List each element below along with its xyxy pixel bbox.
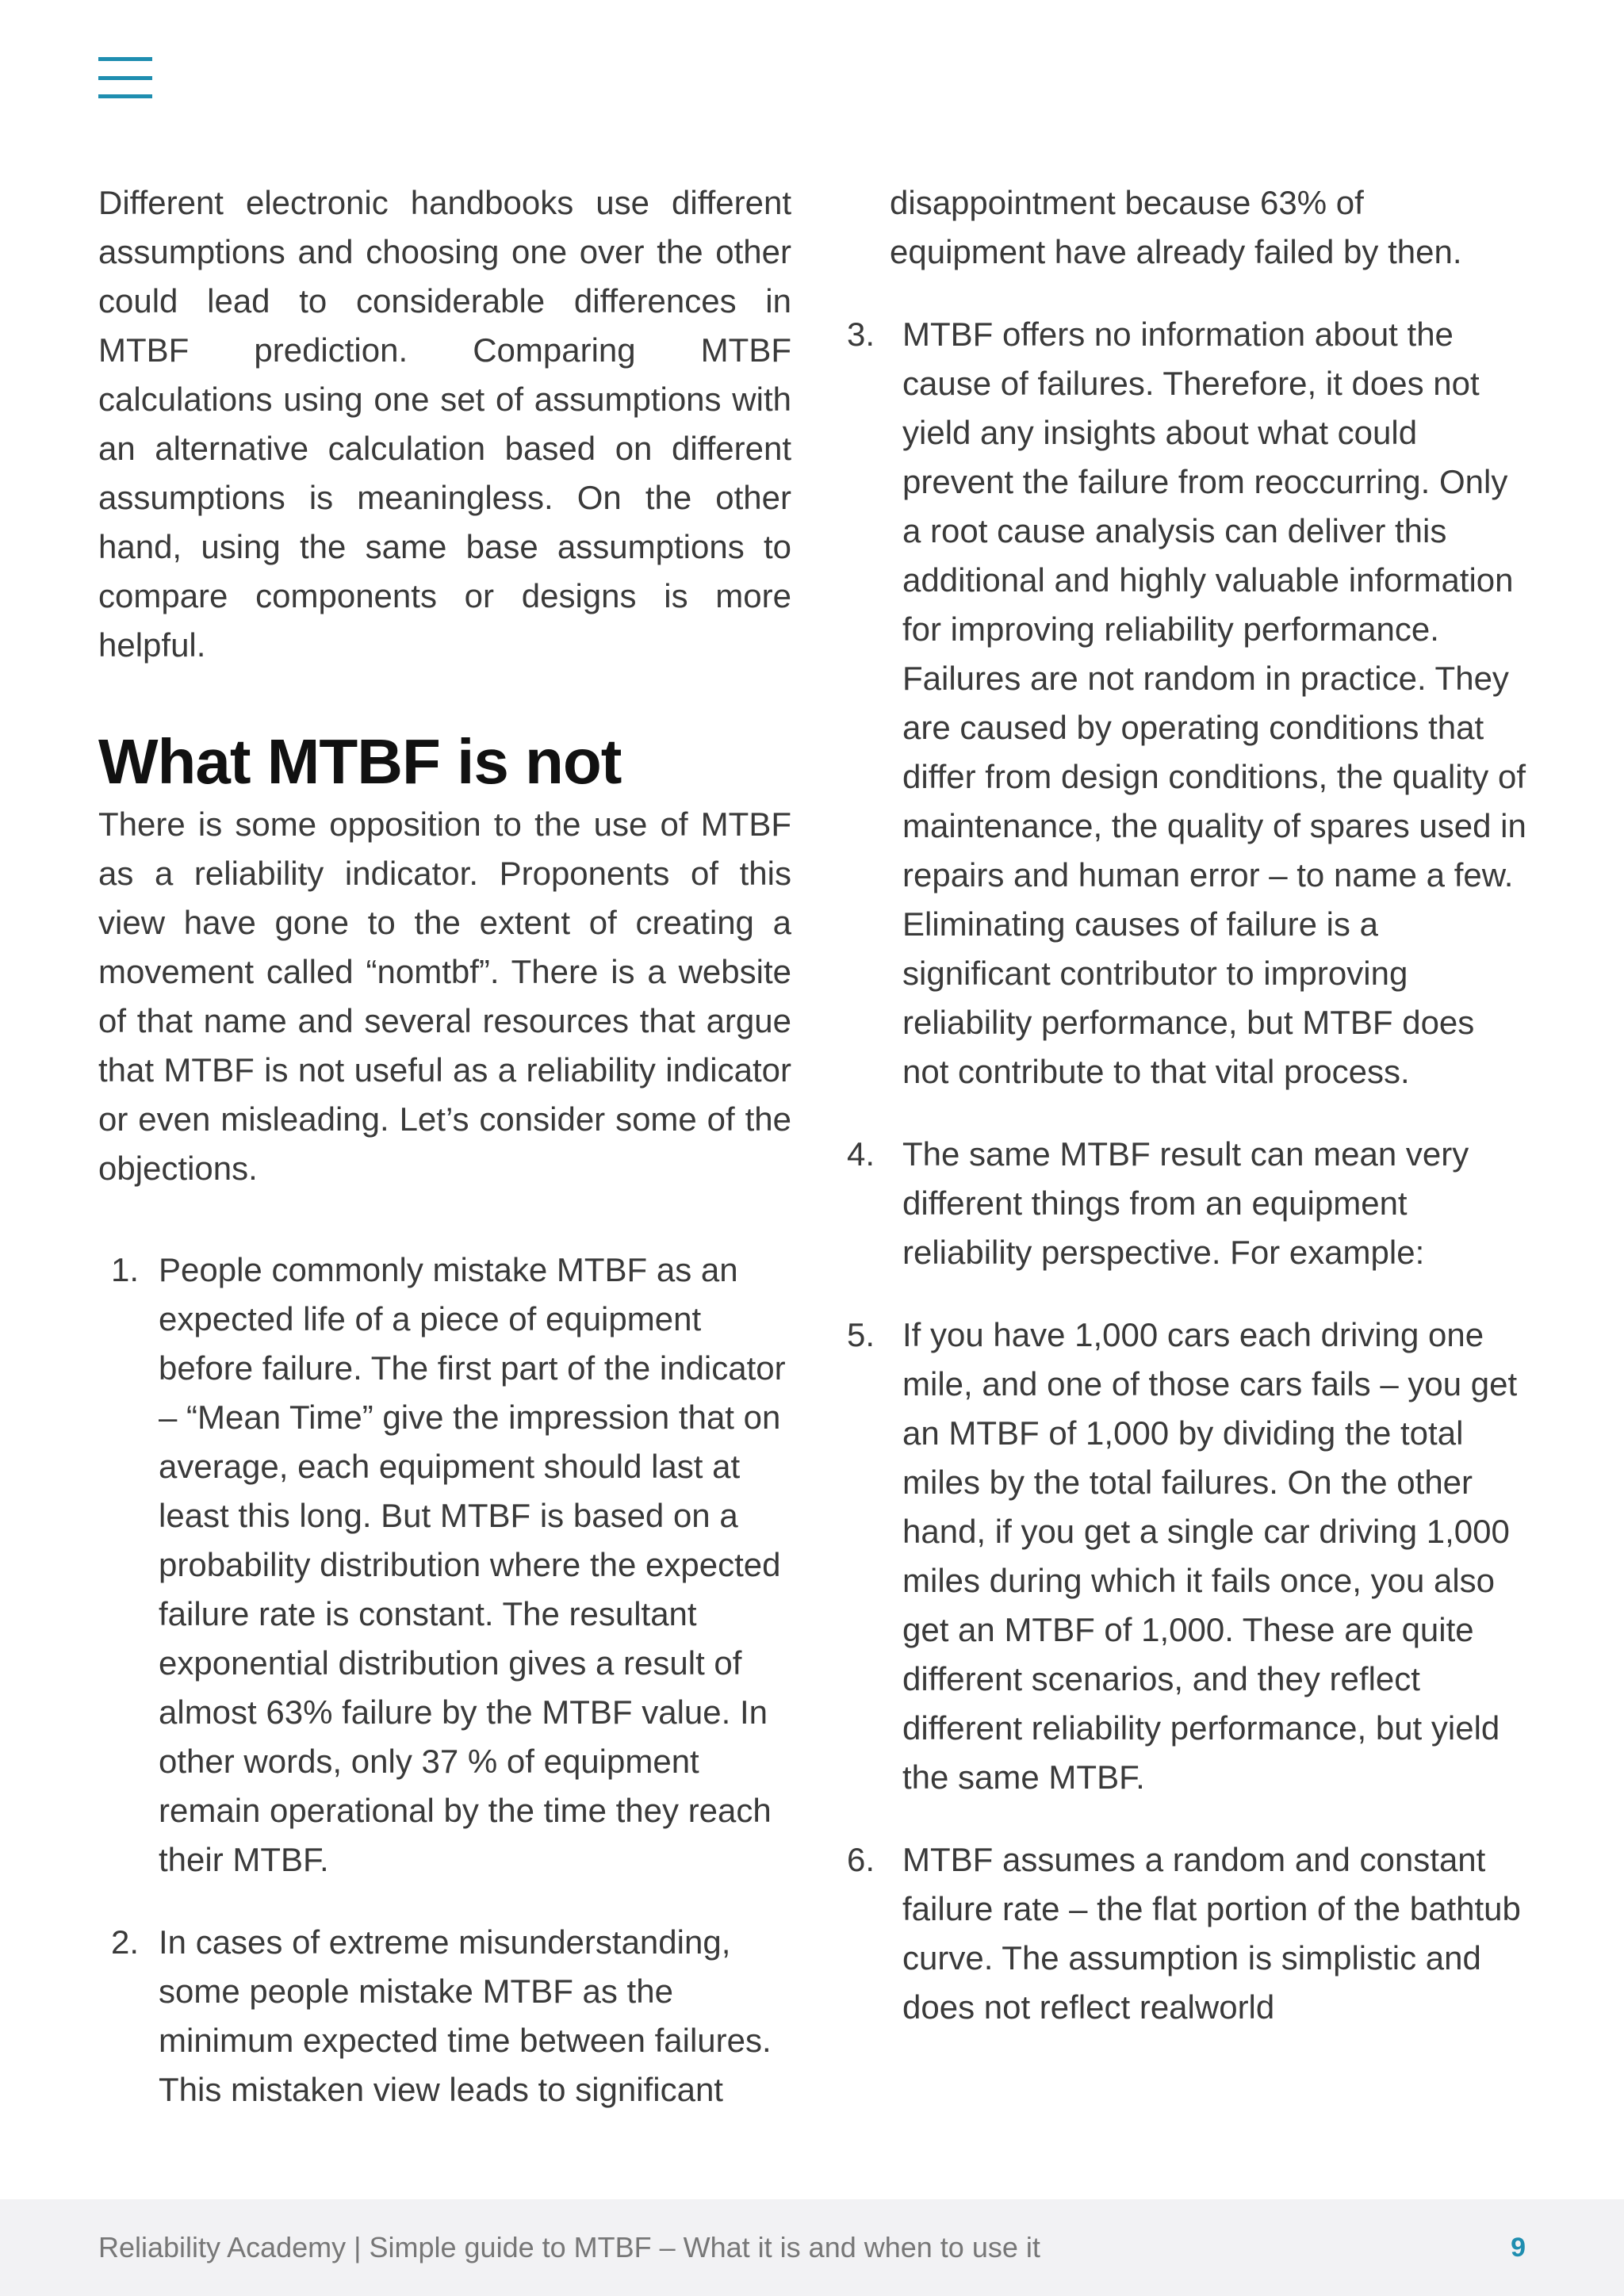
list-item [98,1918,791,2114]
list-item [842,1835,1527,2032]
page-number: 9 [1511,2232,1526,2263]
continued-text: disappointment because 63% of equipment have already failed by then. [890,184,1462,270]
list-item [842,310,1527,1096]
list-item [842,1311,1527,1802]
list-item-text: In cases of extreme misunderstanding, some people mistake MTBF as the minimum expected time between failures. This mistaken view leads to significant [159,1923,772,2108]
page-footer [0,2199,1624,2296]
left-column [98,178,791,2114]
list-item [98,1246,791,1885]
list-item-text: People commonly mistake MTBF as an expected life of a piece of equipment before failure. The first part of the indicator – “Mean Time” give the impression that on average, each equipment should last at least this long. But MTBF is based on a probability distribution where the expected failure rate is constant. The resultant exponential distribution gives a result of almost 63% failure by the MTBF value. In other words, only 37 % of equipment remain operational by the time they reach their MTBF. [159,1251,786,1878]
section-heading: What MTBF is not [98,726,622,797]
list-item-text: If you have 1,000 cars each driving one mile, and one of those cars fails – you get an MTBF of 1,000 by dividing the total miles by the total failures. On the other hand, if you get a single car driving 1,000 miles during which it fails once, you also get an MTBF of 1,000. These are quite different scenarios, and they reflect different reliability performance, but yield the same MTBF. [902,1316,1518,1796]
objections-list-right [842,310,1527,2032]
list-item-text: The same MTBF result can mean very different things from an equipment reliability perspective. For example: [902,1135,1469,1271]
section-paragraph: There is some opposition to the use of MTBF as a reliability indicator. Proponents of this view have gone to the extent of creating a movement called “nomtbf”. There is a website of that name and several resources that argue that MTBF is not useful as a reliability indicator or even misleading. Let’s consider some of the objections. [98,806,791,1187]
list-item-number: 1. [111,1251,140,1288]
intro-paragraph: Different electronic handbooks use different assumptions and choosing one over the other could lead to considerable differences in MTBF prediction. Comparing MTBF calculations using one set of assumptions with an alternative calculation based on different assumptions is meaningless. On the other hand, using the same base assumptions to compare components or designs is more helpful. [98,184,791,664]
footer-title: Reliability Academy | Simple guide to MTBF – What it is and when to use it [98,2231,1040,2263]
list-item-number: 3. [847,316,875,353]
right-column [842,178,1527,2032]
objections-list-left [98,1246,791,2114]
list-item-number: 5. [847,1316,875,1353]
list-item-number: 2. [111,1923,140,1961]
list-item-number: 6. [847,1841,875,1878]
list-item [842,1130,1527,1277]
list-item-text: MTBF offers no information about the cause of failures. Therefore, it does not yield any insights about what could prevent the failure from reoccurring. Only a root cause analysis can deliver this additional and highly valuable information for improving reliability performance. Failures are not random in practice. They are caused by operating conditions that differ from design conditions, the quality of maintenance, the quality of spares used in repairs and human error – to name a few. Eliminating causes of failure is a significant contributor to improving reliability performance, but MTBF does not contribute to that vital process. [902,316,1526,1090]
hamburger-menu-icon[interactable] [98,57,152,98]
list-item-number: 4. [847,1135,875,1173]
list-item-text: MTBF assumes a random and constant failure rate – the flat portion of the bathtub curve. The assumption is simplistic and does not reflect realworld [902,1841,1521,2026]
